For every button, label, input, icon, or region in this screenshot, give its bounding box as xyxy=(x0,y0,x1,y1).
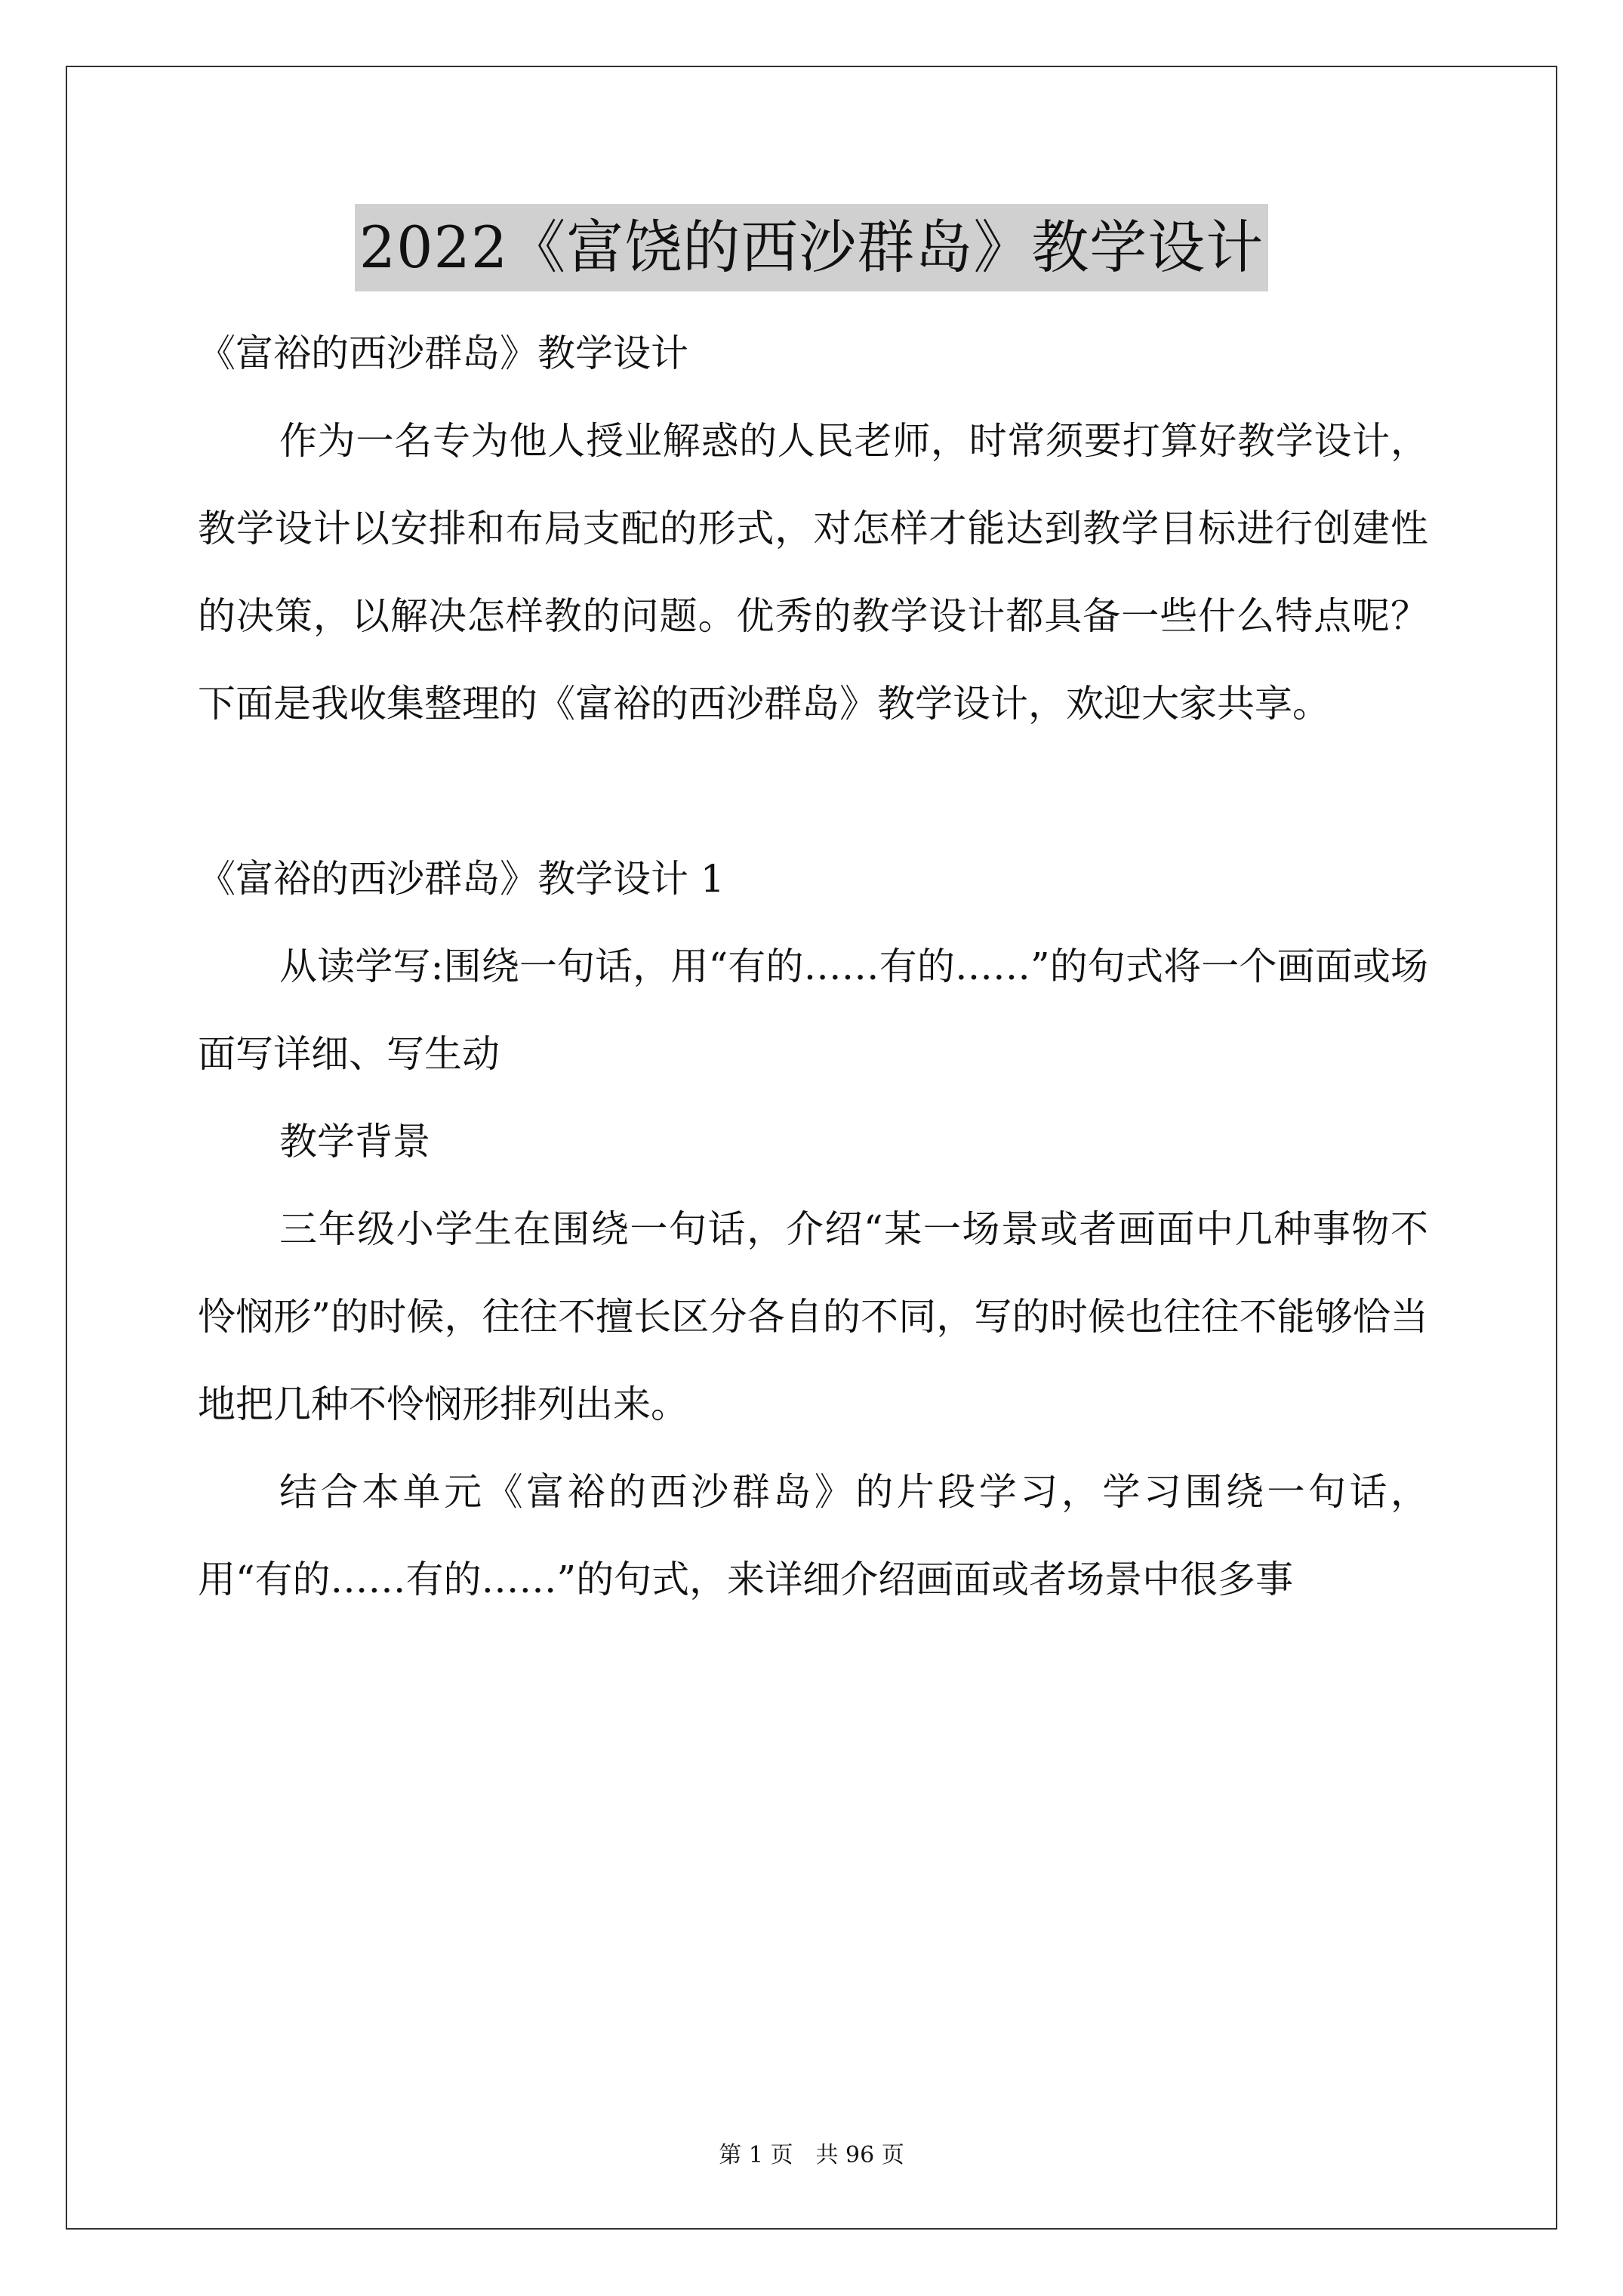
body-paragraph: 从读学写:围绕一句话，用“有的……有的……”的句式将一个画面或场面写详细、写生动 xyxy=(198,945,1428,1076)
section-heading: 《富裕的西沙群岛》教学设计 1 xyxy=(198,857,725,901)
page-footer: 第 1 页 共 96 页 xyxy=(719,2142,904,2168)
subtitle-paragraph: 《富裕的西沙群岛》教学设计 xyxy=(198,331,688,375)
section-label: 教学背景 xyxy=(279,1120,430,1163)
document-title: 2022《富饶的西沙群岛》教学设计 xyxy=(355,204,1268,291)
paragraph-gap xyxy=(198,747,1428,835)
body-paragraph: 三年级小学生在围绕一句话，介绍“某一场景或者画面中几种事物不怜悯形”的时候，往往不擅长区分各自的不同，写的时候也往往不能够恰当地把几种不怜悯形排列出来。 xyxy=(198,1207,1428,1426)
document-body xyxy=(198,310,1428,1623)
body-paragraph: 结合本单元《富裕的西沙群岛》的片段学习，学习围绕一句话，用“有的……有的……”的句式，来详细介绍画面或者场景中很多事 xyxy=(198,1470,1428,1601)
intro-paragraph: 作为一名专为他人授业解惑的人民老师，时常须要打算好教学设计，教学设计以安排和布局支配的形式，对怎样才能达到教学目标进行创建性的决策，以解决怎样教的问题。优秀的教学设计都具备一些什么特点呢？下面是我收集整理的《富裕的西沙群岛》教学设计，欢迎大家共享。 xyxy=(198,419,1428,726)
title-wrap xyxy=(0,204,1623,291)
